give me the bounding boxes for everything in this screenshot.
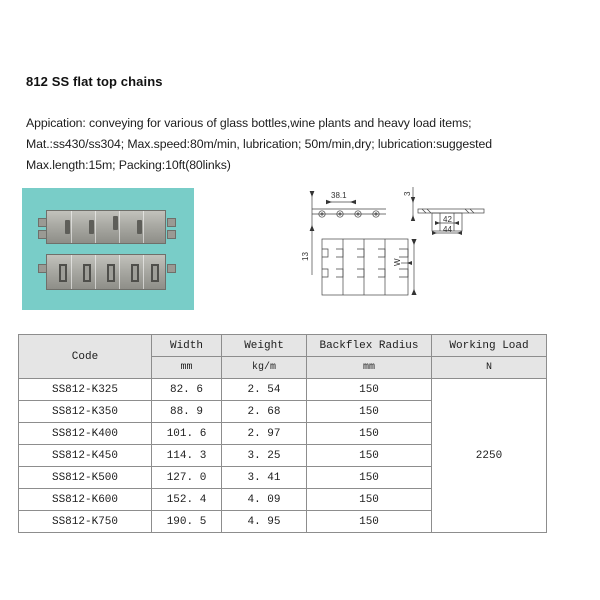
cell-weight: 4. 95: [222, 511, 307, 533]
unit-load: N: [432, 357, 547, 379]
cell-code: SS812-K500: [19, 467, 152, 489]
cell-width: 127. 0: [152, 467, 222, 489]
cell-working-load: 2250: [432, 379, 547, 533]
cell-backflex: 150: [307, 467, 432, 489]
table-header-row-labels: [19, 335, 547, 357]
cell-backflex: 150: [307, 511, 432, 533]
cell-code: SS812-K750: [19, 511, 152, 533]
chain-tab-left-lower: [38, 264, 47, 273]
chain-tab-right-upper2: [167, 230, 176, 239]
cell-weight: 2. 54: [222, 379, 307, 401]
header-width: Width: [152, 335, 222, 357]
dimension-hinge-outer-label: 44: [443, 225, 452, 234]
cell-backflex: 150: [307, 379, 432, 401]
chain-tab-left-upper: [38, 218, 47, 227]
unit-width: mm: [152, 357, 222, 379]
cell-weight: 2. 97: [222, 423, 307, 445]
cell-width: 101. 6: [152, 423, 222, 445]
dimension-pitch-label: 38.1: [331, 191, 347, 200]
cell-weight: 3. 25: [222, 445, 307, 467]
technical-drawing-svg: [300, 183, 490, 313]
chain-tab-right-upper: [167, 218, 176, 227]
cell-code: SS812-K450: [19, 445, 152, 467]
header-backflex-radius: Backflex Radius: [307, 335, 432, 357]
cell-weight: 3. 41: [222, 467, 307, 489]
cell-weight: 4. 09: [222, 489, 307, 511]
table-row: [19, 379, 547, 401]
dimension-width-label: W: [393, 258, 402, 266]
chain-strip-lower: [46, 254, 166, 290]
cell-backflex: 150: [307, 401, 432, 423]
table-body: [19, 379, 547, 533]
cell-code: SS812-K400: [19, 423, 152, 445]
spec-line-material: Mat.:ss430/ss304; Max.speed:80m/min, lubrication; 50m/min,dry; lubrication:suggested: [26, 137, 492, 151]
cell-backflex: 150: [307, 489, 432, 511]
specification-table: [18, 334, 547, 533]
technical-drawing: [300, 183, 490, 313]
cell-backflex: 150: [307, 445, 432, 467]
page-title: 812 SS flat top chains: [26, 74, 163, 89]
chain-tab-left-upper2: [38, 230, 47, 239]
cell-width: 88. 9: [152, 401, 222, 423]
dimension-height-label: 13: [301, 252, 310, 261]
cell-width: 190. 5: [152, 511, 222, 533]
header-working-load: Working Load: [432, 335, 547, 357]
header-code: Code: [19, 335, 152, 379]
spec-line-application: Appication: conveying for various of glass bottles,wine plants and heavy load items;: [26, 116, 472, 130]
cell-backflex: 150: [307, 423, 432, 445]
header-weight: Weight: [222, 335, 307, 357]
spec-line-packing: Max.length:15m; Packing:10ft(80links): [26, 158, 231, 172]
cell-width: 114. 3: [152, 445, 222, 467]
cell-width: 152. 4: [152, 489, 222, 511]
chain-strip-upper: [46, 210, 166, 244]
product-description: [26, 113, 566, 176]
unit-weight: kg/m: [222, 357, 307, 379]
cell-width: 82. 6: [152, 379, 222, 401]
cell-code: SS812-K600: [19, 489, 152, 511]
unit-backflex: mm: [307, 357, 432, 379]
chain-tab-right-lower: [167, 264, 176, 273]
cell-code: SS812-K325: [19, 379, 152, 401]
dimension-hinge-inner-label: 42: [443, 215, 452, 224]
cell-code: SS812-K350: [19, 401, 152, 423]
product-photo: [22, 188, 194, 310]
cell-weight: 2. 68: [222, 401, 307, 423]
dimension-thickness-label: 3: [403, 191, 412, 196]
table-header: [19, 335, 547, 379]
